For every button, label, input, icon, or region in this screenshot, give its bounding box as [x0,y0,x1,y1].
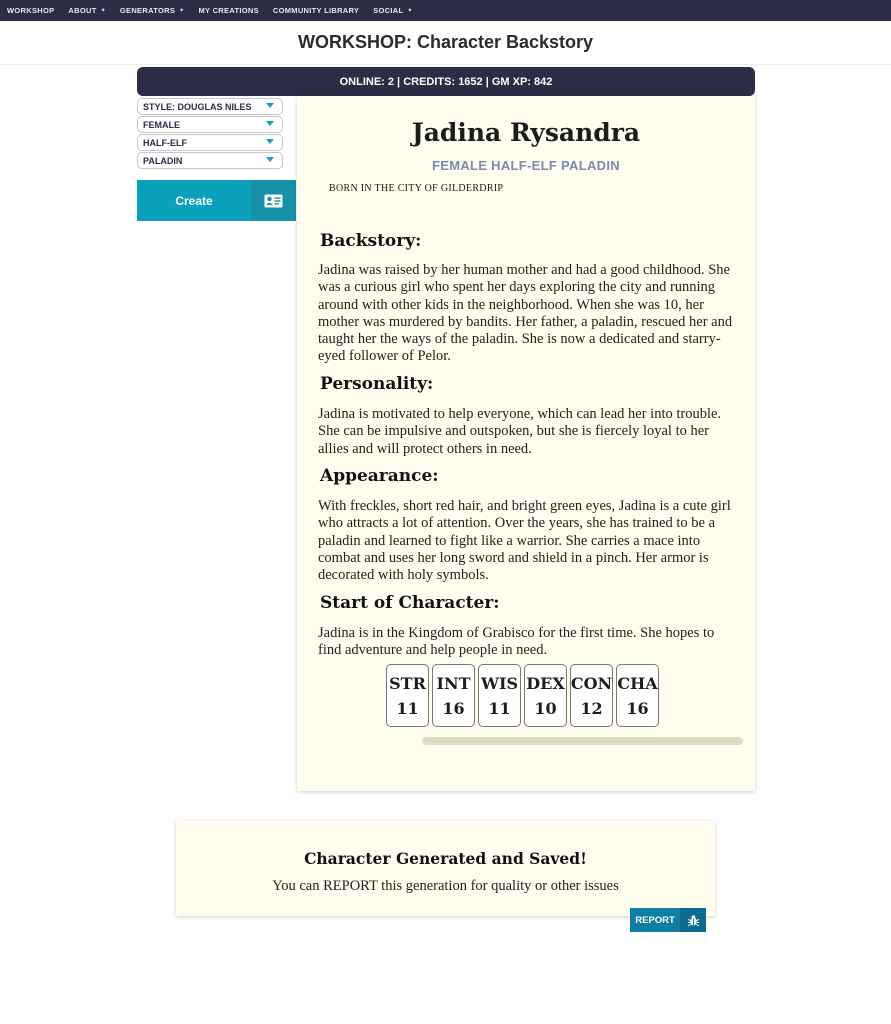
nav-item-label: GENERATORS [119,6,176,15]
result-title: Character Generated and Saved! [304,849,587,868]
stat-box-int [432,664,475,727]
nav-item-social[interactable] [373,6,412,15]
stat-value: 10 [534,698,557,718]
bug-icon [680,908,706,932]
character-subtitle: FEMALE HALF-ELF PALADIN [432,158,620,173]
style-select-value: STYLE: DOUGLAS NILES [143,101,252,112]
nav-item-community-library[interactable] [273,6,359,15]
result-text: You can REPORT this generation for quality or other issues [272,878,619,894]
nav-item-generators[interactable] [120,6,185,15]
report-button[interactable] [630,908,706,932]
start-text: Jadina is in the Kingdom of Grabisco for the first time. She hopes to find adventure and help people in need. [318,625,715,659]
nav-item-label: MY CREATIONS [198,6,259,15]
stat-box-str [386,664,429,727]
nav-item-label: WORKSHOP [7,6,55,15]
nav-item-about[interactable] [68,6,106,15]
stat-value: 11 [396,698,419,718]
create-button[interactable] [137,180,296,221]
gender-select-value: FEMALE [143,119,180,130]
class-select[interactable] [137,152,283,169]
chevron-down-icon [266,157,274,162]
stat-ability: CON [570,673,613,693]
stat-ability: INT [436,673,471,693]
page-title: WORKSHOP: Character Backstory [297,32,594,52]
nav-item-workshop[interactable] [7,6,54,15]
stat-ability: STR [389,673,426,693]
appearance-heading: Appearance: [320,466,439,486]
chevron-down-icon [266,139,274,144]
backstory-heading: Backstory: [320,231,422,251]
chevron-down-icon [266,121,274,126]
stat-box-con [570,664,613,727]
birthplace: BORN IN THE CITY OF GILDERDRIP [329,183,504,194]
stat-ability: DEX [526,673,565,693]
top-nav [0,0,891,21]
report-button-label: REPORT [635,914,675,926]
class-select-value: PALADIN [143,155,183,166]
result-panel [176,821,715,916]
nav-item-my-creations[interactable] [198,6,258,15]
backstory-text: Jadina was raised by her human mother and had a good childhood. She was a curious girl who spent her days exploring the city and running around with other kids in the neighborhood. When she was 10, her mother was murdered by bandits. Her father, a paladin, rescued her and taught her the ways of the paladin. She is now a dedicated and starry-eyed follower of Pelor. [318,262,733,365]
nav-item-label: COMMUNITY LIBRARY [272,6,360,15]
stat-value: 11 [488,698,511,718]
nav-item-label: ABOUT [68,6,97,15]
race-select-value: HALF-ELF [143,137,187,148]
personality-heading: Personality: [320,374,434,394]
stat-value: 16 [626,698,649,718]
character-name: Jadina Rysandra [411,118,641,147]
stat-value: 16 [442,698,465,718]
start-heading: Start of Character: [320,593,500,613]
appearance-text: With freckles, short red hair, and bright green eyes, Jadina is a cute girl who attracts a lot of attention. Over the years, she has trained to be a paladin and learned to fight like a warrior. She carries a mace into combat and uses her long sword and shield in a pinch. Her armor is decorated with holy symbols. [318,498,731,584]
status-bar: ONLINE: 2 | CREDITS: 1652 | GM XP: 842 [137,67,755,96]
gender-select[interactable] [137,116,283,133]
stat-box-wis [478,664,521,727]
stat-box-cha [616,664,659,727]
nav-item-label: SOCIAL [373,6,404,15]
style-select[interactable] [137,98,283,115]
horizontal-scrollbar[interactable] [422,737,743,745]
character-sheet [297,96,755,791]
chevron-down-icon [266,103,274,108]
stat-box-dex [524,664,567,727]
caret-icon: ✦ [100,8,106,14]
race-select[interactable] [137,134,283,151]
personality-text: Jadina is motivated to help everyone, which can lead her into trouble. She can be impulsive and outspoken, but she is fiercely loyal to her allies and will protect others in need. [318,406,722,457]
stat-ability: CHA [617,673,658,693]
stat-value: 12 [580,698,603,718]
ability-scores [386,664,659,727]
divider [0,64,891,65]
id-card-icon [251,180,296,221]
caret-icon: ✦ [407,8,413,14]
create-button-label: Create [175,193,213,208]
stat-ability: WIS [480,673,518,693]
caret-icon: ✦ [179,8,185,14]
